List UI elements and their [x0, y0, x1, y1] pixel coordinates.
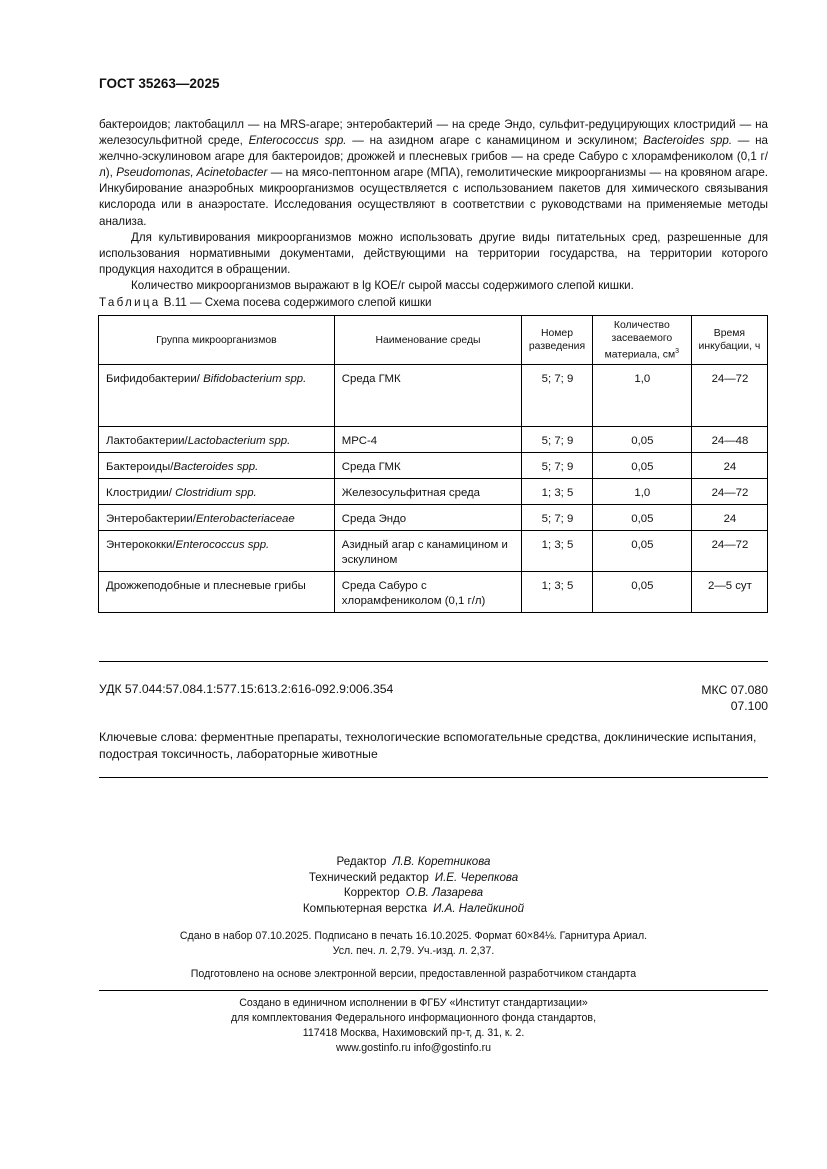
col-header-amount: [592, 316, 691, 365]
credit-name: И.А. Налейкиной: [433, 901, 525, 915]
cell-medium: Среда ГМК: [334, 453, 521, 479]
divider: [99, 661, 768, 662]
latin-term: Bacteroides spp.: [643, 134, 733, 148]
latin-name: Lactobacterium spp.: [187, 435, 291, 448]
latin-name: Enterobacteriaceae: [195, 513, 295, 526]
cell-group: [99, 365, 335, 427]
cell-amount: 0,05: [592, 505, 691, 531]
cell-amount: 1,0: [592, 365, 691, 427]
credit-role: Компьютерная верстка: [302, 901, 428, 915]
credit-role: Корректор: [343, 886, 400, 899]
mks-code: [701, 682, 768, 714]
publisher-info: [0, 996, 827, 1056]
inoculation-table: [98, 315, 768, 613]
keywords: Ключевые слова: ферментные препараты, технологические вспомогательные средства, доклинические испытания, подострая токсичность, лабораторные животные: [99, 730, 757, 761]
group-name: Бифидобактерии/: [106, 373, 204, 386]
caption-title: В.11 — Схема посева содержимого слепой кишки: [160, 296, 432, 309]
group-name: Энтерококки/: [106, 539, 176, 552]
cell-dilution: 5; 7; 9: [522, 453, 593, 479]
publisher-line: Создано в единичном исполнении в ФГБУ «Институт стандартизации»: [239, 997, 588, 1009]
latin-name: Enterococcus spp.: [175, 539, 270, 552]
group-name: Бактероиды/: [106, 461, 174, 474]
paragraph-units: Количество микроорганизмов выражают в lg КОЕ/г сырой массы содержимого слепой кишки.: [131, 278, 634, 292]
credit-row: [0, 885, 827, 901]
cell-medium: МРС-4: [334, 427, 521, 453]
cell-time: 2—5 сут: [691, 572, 767, 613]
table-row: [99, 427, 768, 453]
table-row: [99, 505, 768, 531]
cell-group: [99, 572, 335, 613]
cell-medium: Азидный агар с канамицином и эскулином: [334, 531, 521, 572]
credit-name: И.Е. Черепкова: [434, 870, 519, 884]
credit-row: [0, 901, 827, 917]
cell-group: [99, 453, 335, 479]
table-row: [99, 453, 768, 479]
mks-line: МКС 07.080: [701, 683, 768, 697]
paragraph-media: [99, 117, 768, 230]
publisher-line: 117418 Москва, Нахимовский пр-т, д. 31, к. 2.: [302, 1027, 525, 1039]
cell-group: [99, 505, 335, 531]
table-row: [99, 479, 768, 505]
text-fragment: — на желчно-эскулиновом агаре для бактероидов; дрожжей и плесневых грибов — на среде Сабуро с хлорамфениколом (0,1 г/л),: [99, 134, 768, 180]
col-header-group: Группа микроорганизмов: [99, 316, 335, 365]
document-header: ГОСТ 35263—2025: [99, 76, 220, 91]
credit-name: О.В. Лазарева: [405, 886, 484, 899]
divider: [99, 990, 768, 991]
credit-role: Технический редактор: [308, 870, 429, 884]
cell-dilution: 1; 3; 5: [522, 531, 593, 572]
cell-medium: Среда Сабуро с хлорамфениколом (0,1 г/л): [334, 572, 521, 613]
group-name: Дрожжеподобные и плесневые грибы: [106, 580, 306, 593]
latin-term: Enterococcus spp.: [248, 134, 347, 148]
cell-dilution: 1; 3; 5: [522, 479, 593, 505]
cell-amount: 0,05: [592, 572, 691, 613]
cell-amount: 0,05: [592, 531, 691, 572]
publisher-line: для комплектования Федерального информационного фонда стандартов,: [230, 1012, 597, 1024]
print-info: [0, 929, 827, 959]
credit-row: [0, 854, 827, 870]
cell-time: 24: [691, 505, 767, 531]
cell-dilution: 1; 3; 5: [522, 572, 593, 613]
table-row: [99, 365, 768, 427]
cell-dilution: 5; 7; 9: [522, 505, 593, 531]
table-row: [99, 531, 768, 572]
cell-amount: 0,05: [592, 453, 691, 479]
table-caption: [99, 296, 432, 309]
col-header-dilution: Номер разведения: [522, 316, 593, 365]
col-header-time: Время инкубации, ч: [691, 316, 767, 365]
text-fragment: бактероидов; лактобацилл — на MRS-агаре; энтеробактерий — на среде Эндо, сульфит-редуцирующих клостридий — на железосульфитной среде,: [99, 118, 768, 148]
credit-name: Л.В. Коретникова: [392, 855, 491, 868]
group-name: Лактобактерии/: [106, 435, 188, 448]
credit-row: [0, 870, 827, 886]
print-line: Усл. печ. л. 2,79. Уч.-изд. л. 2,37.: [332, 945, 495, 957]
print-line: Сдано в набор 07.10.2025. Подписано в печать 16.10.2025. Формат 60×84⅛. Гарнитура Ариал.: [179, 930, 648, 942]
group-name: Клостридии/: [106, 487, 176, 500]
udk-code: УДК 57.044:57.084.1:577.15:613.2:616-092.9:006.354: [99, 682, 394, 696]
cell-group: [99, 427, 335, 453]
cell-time: 24: [691, 453, 767, 479]
latin-term: Pseudomonas, Acinetobacter: [116, 166, 268, 180]
table-header-row: [99, 316, 768, 365]
cell-dilution: 5; 7; 9: [522, 427, 593, 453]
text-fragment: — на азидном агаре с канамицином и эскулином;: [346, 134, 644, 148]
cell-medium: Железосульфитная среда: [334, 479, 521, 505]
cell-time: 24—48: [691, 427, 767, 453]
publisher-links: www.gostinfo.ru info@gostinfo.ru: [335, 1042, 492, 1054]
cell-group: [99, 479, 335, 505]
credits: [0, 854, 827, 916]
group-name: Энтеробактерии/: [106, 513, 196, 526]
latin-name: Bacteroides spp.: [173, 461, 259, 474]
col-header-medium: Наименование среды: [334, 316, 521, 365]
cell-medium: Среда ГМК: [334, 365, 521, 427]
caption-label: Таблица: [99, 296, 161, 309]
cell-dilution: 5; 7; 9: [522, 365, 593, 427]
paragraph-other-media: Для культивирования микроорганизмов можно использовать другие виды питательных сред, разрешенные для использования нормативными документами, действующими на территории государства, на территории которого продукция находится в обращении.: [99, 230, 768, 276]
body-text: [99, 117, 768, 294]
col-header-amount-text: Количество засеваемого материала, см: [604, 320, 676, 361]
cell-amount: 1,0: [592, 479, 691, 505]
cell-time: 24—72: [691, 365, 767, 427]
cell-medium: Среда Эндо: [334, 505, 521, 531]
text-fragment: — на мясо-пептонном агаре (МПА), гемолитические микроорганизмы — на кровяном агаре. Инкубирование анаэробных микроорганизмов осуществляется с использованием пакетов для химического связывания кислорода или в анаэростате. Исследования осуществляют в соответствии с руководствами на применяемые методы анализа.: [99, 166, 768, 228]
cell-time: 24—72: [691, 531, 767, 572]
mks-line: 07.100: [730, 699, 768, 713]
cell-time: 24—72: [691, 479, 767, 505]
latin-name: Bifidobacterium spp.: [203, 373, 307, 386]
prepared-note: Подготовлено на основе электронной версии, предоставленной разработчиком стандарта: [190, 968, 637, 980]
credit-role: Редактор: [336, 855, 387, 868]
divider: [99, 777, 768, 778]
table-row: [99, 572, 768, 613]
superscript: 3: [675, 348, 679, 355]
cell-group: [99, 531, 335, 572]
cell-amount: 0,05: [592, 427, 691, 453]
latin-name: Clostridium spp.: [175, 487, 257, 500]
